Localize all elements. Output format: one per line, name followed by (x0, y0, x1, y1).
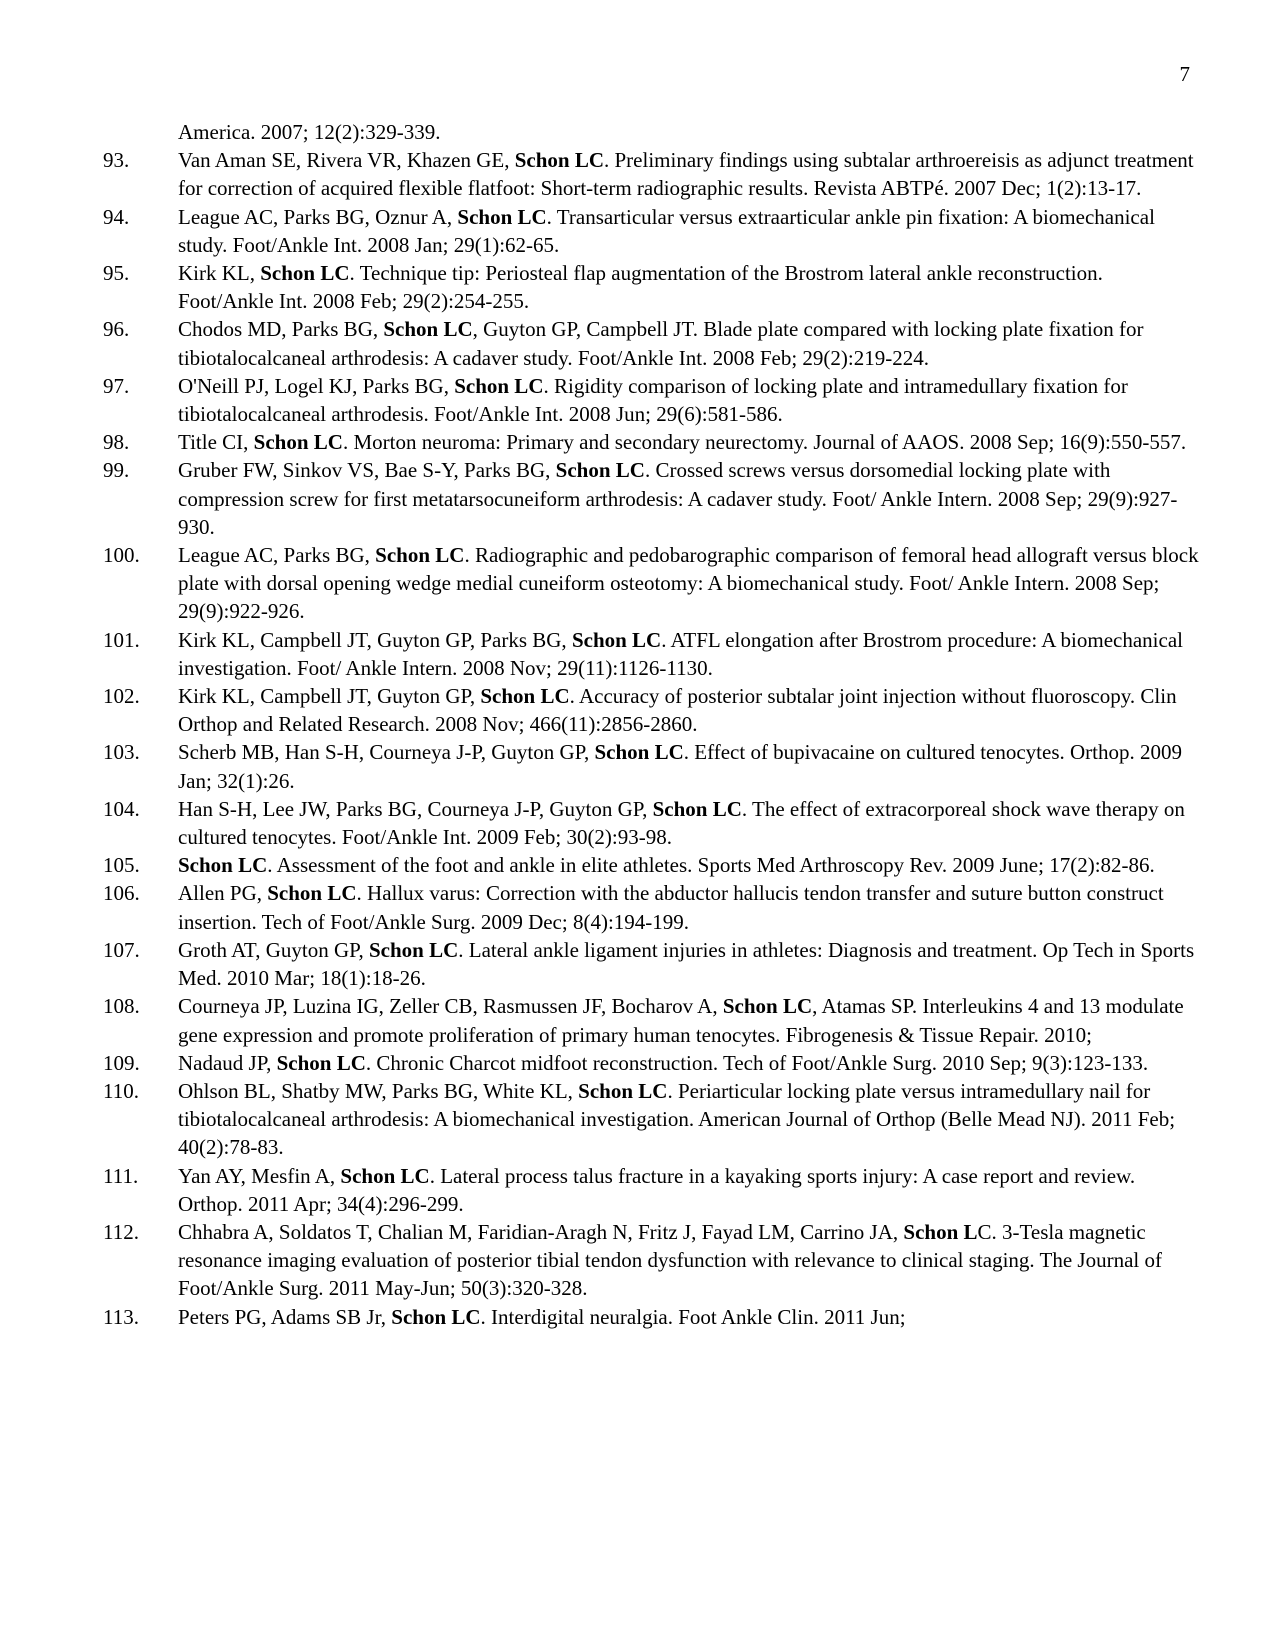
reference-entry (0, 372, 1275, 428)
reference-text (178, 1218, 1203, 1303)
reference-number: 98. (103, 430, 130, 455)
reference-citation: . Transarticular versus extraarticular ankle pin fixation: A biomechanical study. Foot/Ankle Int. 2008 Jan; 29(1):62-65. (178, 204, 1155, 257)
reference-citation: C. 3-Tesla magnetic resonance imaging evaluation of posterior tibial tendon dysfunction with relevance to clinical staging. The Journal of Foot/Ankle Surg. 2011 May-Jun; 50(3):320-328. (178, 1219, 1162, 1301)
highlighted-author: Schon LC (457, 204, 547, 229)
reference-citation: . Lateral process talus fracture in a kayaking sports injury: A case report and review. Orthop. 2011 Apr; 34(4):296-299. (178, 1163, 1136, 1216)
highlighted-author: Schon LC (178, 853, 268, 878)
reference-entry (0, 1303, 1275, 1331)
reference-entry (0, 1218, 1275, 1303)
highlighted-author: Schon LC (514, 148, 604, 173)
reference-authors: Yan AY, Mesfin A, (178, 1163, 341, 1188)
reference-citation: . Rigidity comparison of locking plate and intramedullary fixation for tibiotalocalcaneal arthrodesis. Foot/Ankle Int. 2008 Jun; 29(6):581-586. (178, 373, 1128, 427)
reference-citation: . Effect of bupivacaine on cultured tenocytes. Orthop. 2009 Jan; 32(1):26. (178, 740, 1182, 793)
reference-authors: League AC, Parks BG, Oznur A, (178, 204, 458, 229)
highlighted-author: Schon L (903, 1219, 978, 1244)
reference-number: 112. (103, 1219, 139, 1244)
reference-citation: . Hallux varus: Correction with the abductor hallucis tendon transfer and suture button construct insertion. Tech of Foot/Ankle Surg. 2009 Dec; 8(4):194-199. (178, 881, 1164, 934)
highlighted-author: Schon LC (253, 430, 343, 455)
highlighted-author: Schon LC (260, 261, 350, 286)
highlighted-author: Schon LC (368, 937, 459, 962)
reference-number: 95. (103, 261, 130, 286)
reference-text (178, 428, 1203, 456)
reference-entry (0, 682, 1275, 738)
reference-entry (0, 428, 1275, 456)
reference-entry (0, 795, 1275, 851)
reference-entry (0, 146, 1275, 202)
reference-citation: . Morton neuroma: Primary and secondary neurectomy. Journal of AAOS. 2008 Sep; 16(9):550-557. (342, 430, 1187, 455)
highlighted-author: Schon LC (267, 881, 357, 906)
reference-number: 93. (103, 148, 130, 173)
reference-citation: . Lateral ankle ligament injuries in athletes: Diagnosis and treatment. Op Tech in Sports Med. 2010 Mar; 18(1):18-26. (178, 937, 1195, 991)
reference-authors: Han S-H, Lee JW, Parks BG, Courneya J-P, Guyton GP, (178, 796, 653, 821)
reference-entry (0, 541, 1275, 626)
reference-text (178, 936, 1203, 992)
reference-authors: Scherb MB, Han S-H, Courneya J-P, Guyton GP, (178, 740, 595, 765)
reference-citation: . Technique tip: Periosteal flap augmentation of the Brostrom lateral ankle reconstruction. Foot/Ankle Int. 2008 Feb; 29(2):254-255. (178, 261, 1103, 314)
reference-authors: League AC, Parks BG, (178, 543, 376, 568)
reference-number: 113. (103, 1304, 139, 1329)
reference-text (178, 682, 1203, 738)
reference-entry (0, 851, 1275, 879)
page-number: 7 (1179, 62, 1190, 86)
highlighted-author: Schon LC (571, 627, 662, 652)
reference-citation: , Guyton GP, Campbell JT. Blade plate compared with locking plate fixation for tibiotalocalcaneal arthrodesis: A cadaver study. Foot/Ankle Int. 2008 Feb; 29(2):219-224. (178, 317, 1144, 370)
reference-number: 110. (103, 1078, 139, 1103)
reference-authors: O'Neill PJ, Logel KJ, Parks BG, (178, 373, 455, 398)
reference-citation: . Assessment of the foot and ankle in elite athletes. Sports Med Arthroscopy Rev. 2009 June; 17(2):82-86. (267, 853, 1155, 878)
reference-citation: . Accuracy of posterior subtalar joint injection without fluoroscopy. Clin Orthop and Related Research. 2008 Nov; 466(11):2856-2860. (178, 684, 1177, 737)
reference-number: 111. (103, 1163, 139, 1188)
reference-text (178, 541, 1203, 626)
highlighted-author: Schon LC (480, 684, 570, 709)
reference-entry (0, 992, 1275, 1048)
reference-citation: . Radiographic and pedobarographic comparison of femoral head allograft versus block plate with dorsal opening wedge medial cuneiform osteotomy: A biomechanical study. Foot/ Ankle Intern. 2008 Sep; 29(9):922-926. (178, 543, 1199, 624)
reference-number: 103. (103, 740, 140, 765)
reference-citation: . Chronic Charcot midfoot reconstruction. Tech of Foot/Ankle Surg. 2010 Sep; 9(3):123-133. (365, 1050, 1149, 1075)
reference-number: 104. (103, 796, 140, 821)
reference-text (178, 738, 1203, 794)
reference-text (178, 146, 1203, 202)
reference-authors: Van Aman SE, Rivera VR, Khazen GE, (178, 148, 515, 173)
reference-citation: . Preliminary findings using subtalar arthroereisis as adjunct treatment for correction of acquired flexible flatfoot: Short-term radiographic results. Revista ABTPé. 2007 Dec; 1(2):13-17. (178, 148, 1194, 201)
reference-entry (0, 1162, 1275, 1218)
reference-text (178, 795, 1203, 851)
reference-authors: Chhabra A, Soldatos T, Chalian M, Faridian-Aragh N, Fritz J, Fayad LM, Carrino JA, (178, 1219, 904, 1244)
reference-number: 107. (103, 937, 140, 962)
reference-authors: Chodos MD, Parks BG, (178, 317, 384, 342)
reference-authors: Peters PG, Adams SB Jr, (178, 1304, 392, 1329)
reference-text (178, 626, 1203, 682)
reference-text (178, 456, 1203, 541)
reference-citation: . Crossed screws versus dorsomedial locking plate with compression screw for first metatarsocuneiform arthrodesis: A cadaver study. Foot/ Ankle Intern. 2008 Sep; 29(9):927-930. (178, 458, 1178, 539)
reference-text (178, 851, 1203, 879)
reference-authors: Kirk KL, Campbell JT, Guyton GP, Parks BG, (178, 627, 572, 652)
reference-text (178, 992, 1203, 1048)
reference-authors: Allen PG, (178, 881, 268, 906)
highlighted-author: Schon LC (391, 1304, 481, 1329)
reference-citation: , Atamas SP. Interleukins 4 and 13 modulate gene expression and promote proliferation of primary human tenocytes. Fibrogenesis & Tissue Repair. 2010; (178, 994, 1184, 1047)
reference-entry (0, 1049, 1275, 1077)
reference-entry (0, 259, 1275, 315)
reference-citation: . The effect of extracorporeal shock wave therapy on cultured tenocytes. Foot/Ankle Int. 2009 Feb; 30(2):93-98. (178, 796, 1185, 850)
highlighted-author: Schon LC (383, 317, 473, 342)
reference-number: 94. (103, 204, 130, 229)
reference-number: 97. (103, 373, 130, 398)
reference-entry (0, 738, 1275, 794)
reference-citation: . ATFL elongation after Brostrom procedure: A biomechanical investigation. Foot/ Ankle Intern. 2008 Nov; 29(11):1126-1130. (178, 627, 1183, 680)
reference-number: 96. (103, 317, 130, 342)
reference-authors: Title CI, (178, 430, 254, 455)
reference-entry (0, 1077, 1275, 1162)
reference-text (178, 1303, 1203, 1331)
continuation-entry (0, 118, 1275, 146)
reference-authors: Nadaud JP, (178, 1050, 277, 1075)
reference-citation: . Interdigital neuralgia. Foot Ankle Clin. 2011 Jun; (480, 1304, 906, 1329)
reference-authors: Ohlson BL, Shatby MW, Parks BG, White KL, (178, 1078, 579, 1103)
reference-text (178, 1077, 1203, 1162)
reference-entry (0, 203, 1275, 259)
reference-text (178, 315, 1203, 371)
reference-entry (0, 315, 1275, 371)
reference-authors: Kirk KL, Campbell JT, Guyton GP, (178, 684, 481, 709)
reference-entry (0, 936, 1275, 992)
reference-number: 101. (103, 627, 140, 652)
reference-number: 105. (103, 853, 140, 878)
reference-entry (0, 456, 1275, 541)
reference-number: 100. (103, 543, 140, 568)
highlighted-author: Schon LC (652, 796, 742, 821)
highlighted-author: Schon LC (276, 1050, 366, 1075)
reference-text (178, 259, 1203, 315)
highlighted-author: Schon LC (722, 994, 813, 1019)
reference-list (0, 118, 1275, 1331)
reference-number: 108. (103, 994, 140, 1019)
reference-authors: Courneya JP, Luzina IG, Zeller CB, Rasmussen JF, Bocharov A, (178, 994, 723, 1019)
reference-authors: Kirk KL, (178, 261, 261, 286)
highlighted-author: Schon LC (340, 1163, 430, 1188)
reference-number: 109. (103, 1050, 140, 1075)
reference-entry (0, 626, 1275, 682)
reference-text (178, 203, 1203, 259)
highlighted-author: Schon LC (578, 1078, 668, 1103)
reference-entry (0, 879, 1275, 935)
highlighted-author: Schon LC (555, 458, 645, 483)
reference-text (178, 372, 1203, 428)
reference-number: 106. (103, 881, 140, 906)
reference-number: 99. (103, 458, 130, 483)
reference-number: 102. (103, 684, 140, 709)
reference-authors: Groth AT, Guyton GP, (178, 937, 369, 962)
continuation-text: America. 2007; 12(2):329-339. (178, 120, 441, 144)
highlighted-author: Schon LC (454, 373, 544, 398)
reference-text (178, 1162, 1203, 1218)
highlighted-author: Schon LC (375, 543, 465, 568)
reference-text (178, 879, 1203, 935)
reference-citation: . Periarticular locking plate versus intramedullary nail for tibiotalocalcaneal arthrodesis: A biomechanical investigation. American Journal of Orthop (Belle Mead NJ). 2011 Feb; 40(2):78-83. (178, 1078, 1176, 1160)
reference-authors: Gruber FW, Sinkov VS, Bae S-Y, Parks BG, (178, 458, 556, 483)
reference-text (178, 1049, 1203, 1077)
highlighted-author: Schon LC (594, 740, 684, 765)
